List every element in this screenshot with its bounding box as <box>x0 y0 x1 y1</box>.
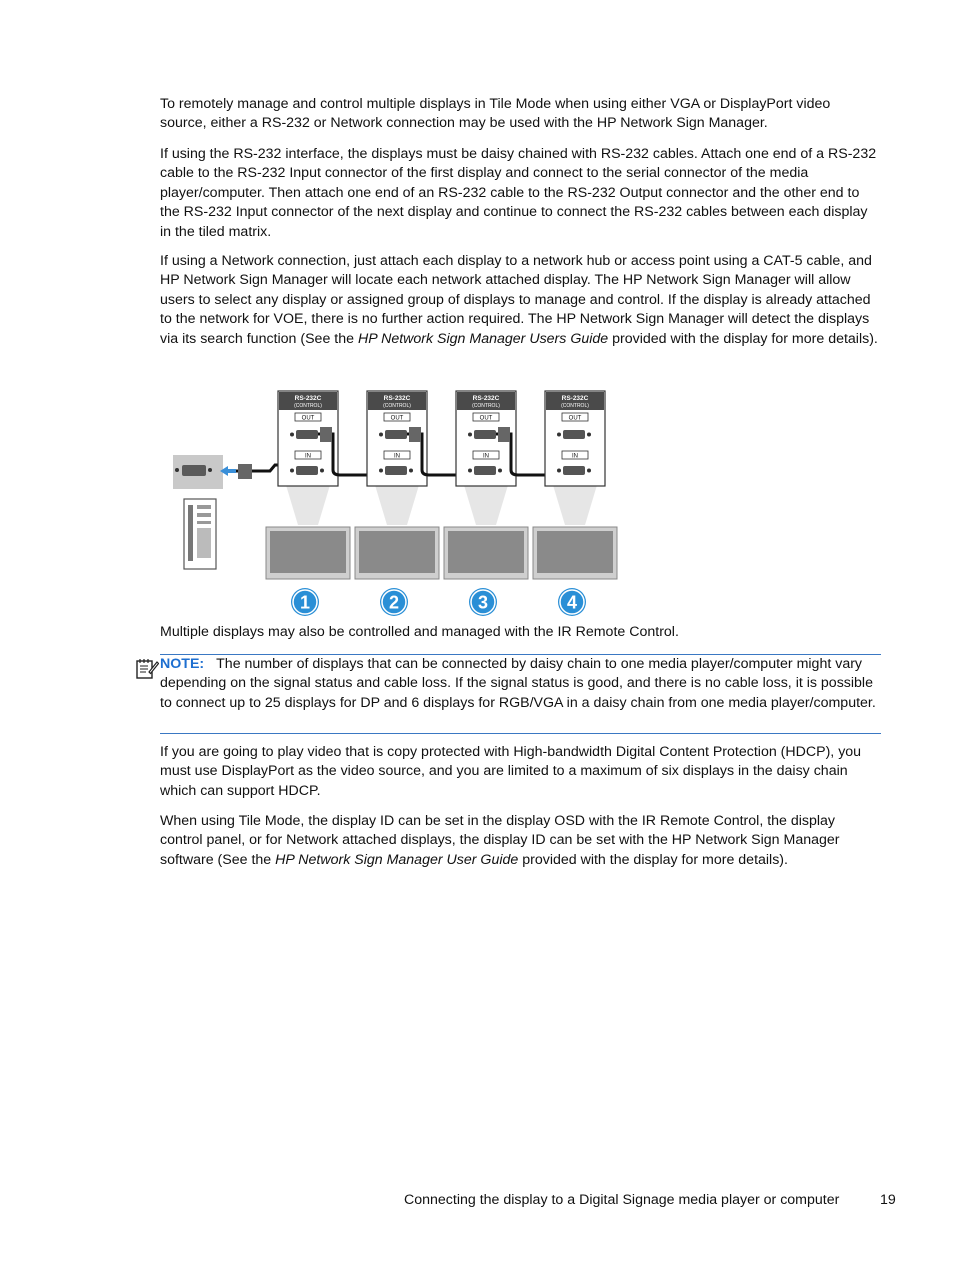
paragraph-tile-mode <box>160 812 880 870</box>
paragraph-ir-remote: Multiple displays may also be controlled and managed with the IR Remote Control. <box>160 624 679 640</box>
screw-icon <box>557 469 561 473</box>
paragraph-hdcp: If you are going to play video that is copy protected with High-bandwidth Digital Content Protection (HDCP), you must use DisplayPort as the video source, and you are limited to a maximum of six displays in the daisy chain which can support HDCP. <box>160 744 862 799</box>
out-label: OUT <box>568 415 582 422</box>
screw-icon <box>587 433 591 437</box>
in-label: IN <box>483 453 489 460</box>
out-label: OUT <box>479 415 493 422</box>
note-box <box>160 654 881 734</box>
in-label: IN <box>394 453 400 460</box>
projection-beam <box>553 485 597 525</box>
note-text <box>160 655 881 713</box>
monitor-screen <box>359 531 435 573</box>
rs232c-subtitle: (CONTROL) <box>383 403 411 409</box>
cable-connector <box>320 427 332 442</box>
monitor-screen <box>448 531 524 573</box>
out-port-icon <box>474 430 496 439</box>
out-port-icon <box>296 430 318 439</box>
screw-icon <box>320 469 324 473</box>
paragraph-tile-mode-guide-title: HP Network Sign Manager User Guide <box>275 851 519 868</box>
projection-beam <box>464 485 508 525</box>
paragraph-network-text-b: provided with the display for more details). <box>608 330 878 347</box>
in-label: IN <box>572 453 578 460</box>
monitor-screen <box>537 531 613 573</box>
screw-icon <box>468 469 472 473</box>
rs232c-subtitle: (CONTROL) <box>294 403 322 409</box>
paragraph-rs232: If using the RS-232 interface, the displays must be daisy chained with RS-232 cables. Attach one end of a RS-232 cable to the RS-232 Input connector of the first display and connect to the serial connector of the media player/computer. Then attach one end of an RS-232 cable to the RS-232 Output connector and the other end to the RS-232 Input connector of the next display and continue to connect the RS-232 cables between each display in the tiled matrix. <box>160 146 877 240</box>
out-label: OUT <box>301 415 315 422</box>
display-number: 1 <box>299 592 311 613</box>
projection-beam <box>375 485 419 525</box>
out-port-icon <box>563 430 585 439</box>
paragraph-tile-mode-text-a: When using Tile Mode, the display ID can be set in the display OSD with the IR Remote Control, the display control panel, or for Network attached displays, the display ID can be set with the HP Network Sign Manager software (See the <box>160 813 840 868</box>
computer-tower-icon <box>173 455 223 569</box>
display-number: 4 <box>566 592 578 613</box>
monitor-screen <box>270 531 346 573</box>
footer-page-number: 19 <box>880 1192 896 1208</box>
paragraph-network-guide-title: HP Network Sign Manager Users Guide <box>357 330 609 347</box>
note-pencil-icon <box>135 656 159 680</box>
display-number: 2 <box>388 592 400 613</box>
rs232c-title: RS-232C <box>294 395 322 402</box>
rs232c-title: RS-232C <box>383 395 411 402</box>
footer-chapter-title: Connecting the display to a Digital Signage media player or computer <box>404 1192 840 1208</box>
screw-icon <box>290 469 294 473</box>
screw-icon <box>498 469 502 473</box>
screw-icon <box>379 469 383 473</box>
screw-icon <box>409 469 413 473</box>
rs232c-subtitle: (CONTROL) <box>561 403 589 409</box>
in-port-icon <box>474 466 496 475</box>
screw-icon <box>379 433 383 437</box>
in-port-icon <box>563 466 585 475</box>
screw-icon <box>587 469 591 473</box>
display-number: 3 <box>477 592 489 613</box>
projection-beam <box>286 485 330 525</box>
paragraph-network-text-a: If using a Network connection, just attach each display to a network hub or access point using a CAT-5 cable, and HP Network Sign Manager will locate each network attached display. The HP Network Sign Manager will allow users to select any display or assigned group of displays to manage and control. If the display is already attached to the network for VOE, there is no further action required. The HP Network Sign Manager will detect the displays via its search function (See the <box>160 253 872 347</box>
note-label: NOTE: <box>160 656 205 672</box>
paragraph-tile-mode-text-b: provided with the display for more details). <box>518 851 788 868</box>
note-body: The number of displays that can be connected by daisy chain to one media player/computer might vary depending on the signal status and cable loss. If the signal status is good, and there is no cable loss, it is possible to connect up to 25 displays for DP and 6 displays for RGB/VGA in a daisy chain from one media player/computer. <box>160 656 876 711</box>
in-port-icon <box>296 466 318 475</box>
cable-connector <box>409 427 421 442</box>
out-port-icon <box>385 430 407 439</box>
rs232c-title: RS-232C <box>472 395 500 402</box>
in-port-icon <box>385 466 407 475</box>
rs232c-title: RS-232C <box>561 395 589 402</box>
screw-icon <box>468 433 472 437</box>
daisy-chain-figure <box>160 385 630 620</box>
screw-icon <box>557 433 561 437</box>
in-label: IN <box>305 453 311 460</box>
paragraph-intro: To remotely manage and control multiple displays in Tile Mode when using either VGA or DisplayPort video source, either a RS-232 or Network connection may be used with the HP Network Sign Manager. <box>160 96 831 132</box>
paragraph-network <box>160 252 880 349</box>
out-label: OUT <box>390 415 404 422</box>
cable-connector <box>498 427 510 442</box>
rs232c-subtitle: (CONTROL) <box>472 403 500 409</box>
screw-icon <box>290 433 294 437</box>
